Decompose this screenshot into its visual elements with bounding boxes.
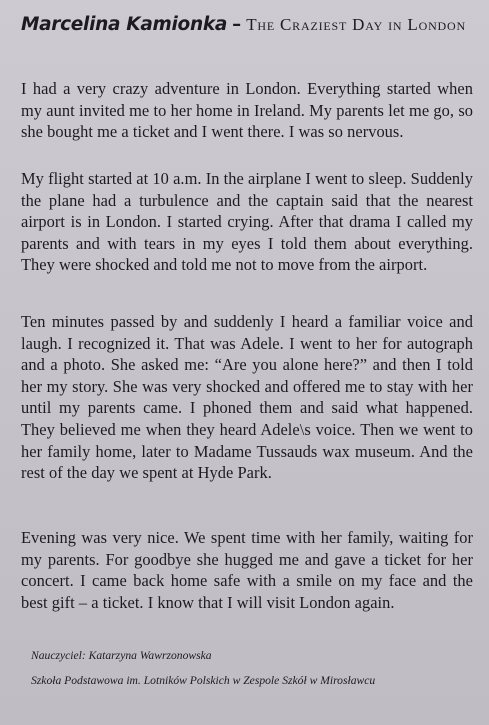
article-title: The Craziest Day in London (246, 15, 466, 34)
school-credit: Szkoła Podstawowa im. Lotników Polskich w Zespole Szkół w Mirosławcu (31, 674, 376, 687)
paragraph-1: I had a very crazy adventure in London. Everything started when my aunt invited me to her home in Ireland. My parents let me go, so she bought me a ticket and I went there. I was so nervous. (21, 79, 473, 142)
author-name: Marcelina Kamionka (21, 14, 228, 35)
paragraph-4: Evening was very nice. We spent time with her family, waiting for my parents. For goodbye she hugged me and gave a ticket for her concert. I came back home safe with a smile on my face and the best gift – a ticket. I know that I will visit London again. (21, 528, 473, 612)
article-header (21, 14, 471, 36)
header-separator: – (232, 14, 242, 35)
paragraph-2: My flight started at 10 a.m. In the airplane I went to sleep. Suddenly the plane had a turbulence and the captain said that the nearest airport is in London. I started crying. After that drama I called my parents and with tears in my eyes I told them about everything. They were shocked and told me not to move from the airport. (21, 169, 473, 275)
teacher-credit: Nauczyciel: Katarzyna Wawrzonowska (31, 649, 212, 662)
paragraph-3: Ten minutes passed by and suddenly I heard a familiar voice and laugh. I recognized it. That was Adele. I went to her for autograph and a photo. She asked me: “Are you alone here?” and then I told her my story. She was very shocked and offered me to stay with her until my parents came. I phoned them and said what happened. They believed me when they heard Adele\s voice. Then we went to her family home, later to Madame Tussauds wax museum. And the rest of the day we spent at Hyde Park. (21, 312, 473, 483)
